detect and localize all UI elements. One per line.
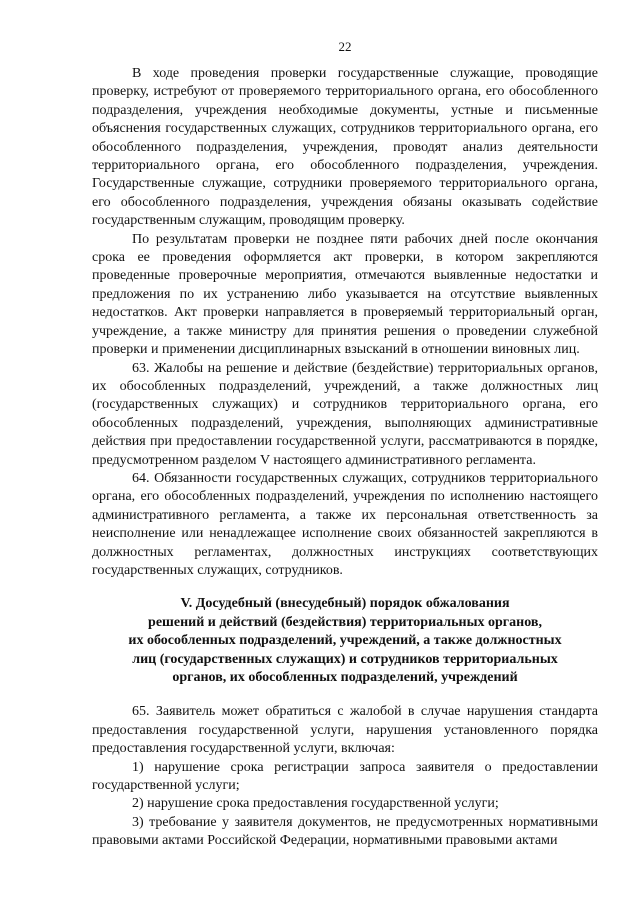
section-title-line: лиц (государственных служащих) и сотрудников территориальных	[132, 651, 558, 667]
paragraph-65: 65. Заявитель может обратиться с жалобой в случае нарушения стандарта предоставления государственной услуги, нарушения установленного порядка предоставления государственной услуги, включая:	[92, 704, 598, 757]
section-title-line: V. Досудебный (внесудебный) порядок обжалования	[180, 596, 510, 612]
list-item: 1) нарушение срока регистрации запроса заявителя о предоставлении государственной услуги;	[92, 759, 598, 794]
page-number: 22	[338, 39, 352, 54]
paragraph-inspection-process: В ходе проведения проверки государственные служащие, проводящие проверку, истребуют от проверяемого территориального органа, его обособленного подразделения, учреждения необходимые документы, устные и письменные объяснения государственных служащих, сотрудников территориального органа, его обособленного подразделения, учреждения, проводят анализ деятельности территориального органа, его обособленного подразделения, учреждения. Государственные служащие, сотрудники проверяемого территориального органа, его обособленного подразделения, учреждения обязаны оказывать содействие государственным служащим, проводящим проверку.	[92, 66, 598, 229]
section-title-line: их обособленных подразделений, учреждений, а также должностных	[128, 633, 562, 649]
list-item: 3) требование у заявителя документов, не предусмотренных нормативными правовыми актами Российской Федерации, нормативными правовыми актами	[92, 814, 598, 849]
paragraph-inspection-results: По результатам проверки не позднее пяти рабочих дней после окончания срока ее проведения оформляется акт проверки, в котором закрепляются проведенные проверочные мероприятия, отмечаются выявленные недостатки и предложения по их устранению либо указывается на отсутствие выявленных недостатков. Акт проверки направляется в проверяемый территориальный орган, учреждение, а также министру для принятия решения о проведении служебной проверки и применении дисциплинарных взысканий в отношении виновных лиц.	[92, 231, 598, 358]
list-item: 2) нарушение срока предоставления государственной услуги;	[132, 796, 499, 812]
paragraph-64: 64. Обязанности государственных служащих, сотрудников территориального органа, его обособленных подразделений, учреждения по исполнению настоящего административного регламента, а также их персональная ответственность за неисполнение или ненадлежащее исполнение своих обязанностей закрепляются в должностных регламентах, должностных инструкциях соответствующих государственных служащих, сотрудников.	[92, 470, 598, 578]
paragraph-63: 63. Жалобы на решение и действие (бездействие) территориальных органов, их обособленных подразделений, учреждений, а также должностных лиц (государственных служащих) и сотрудников территориального органа, его обособленных подразделений, учреждения, выполняющих административные действия при предоставлении государственной услуги, рассматриваются в порядке, предусмотренном разделом V настоящего административного регламента.	[92, 360, 598, 468]
document-page	[92, 0, 598, 851]
section-title-line: органов, их обособленных подразделений, учреждений	[172, 670, 518, 685]
section-title	[92, 595, 598, 687]
section-title-line: решений и действий (бездействия) территориальных органов,	[148, 614, 542, 630]
